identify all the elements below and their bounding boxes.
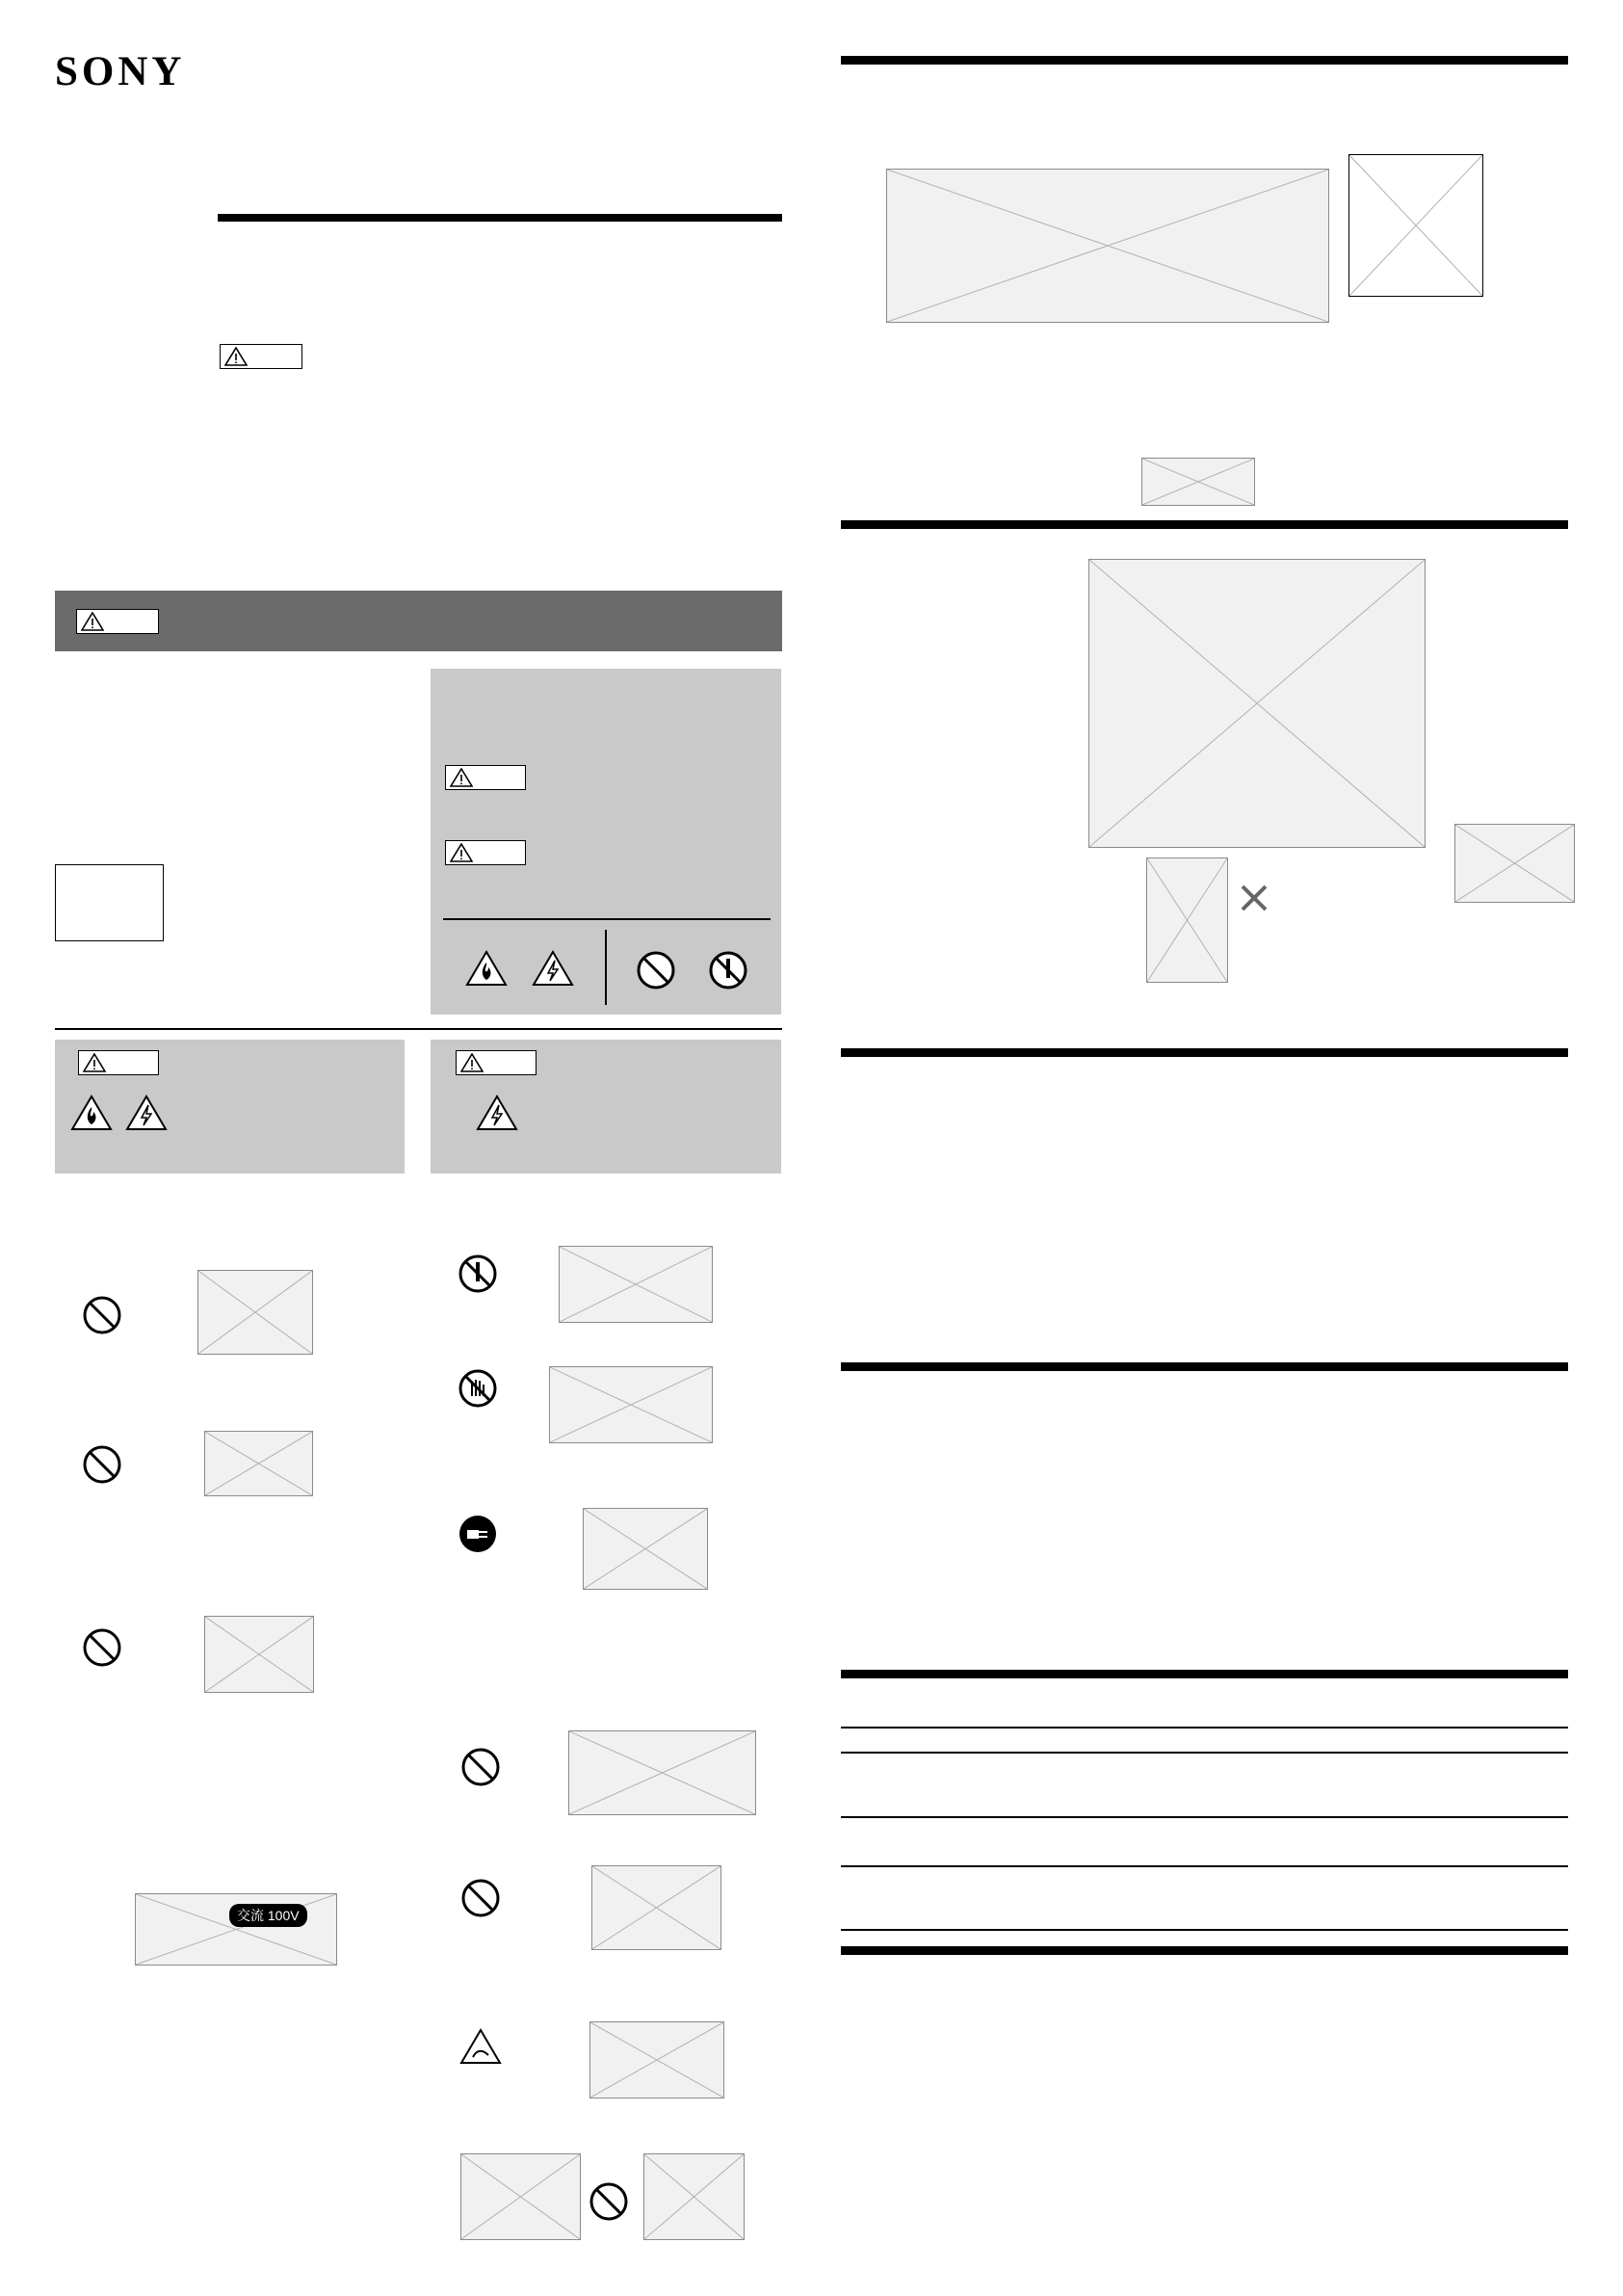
prohibited-icon	[637, 951, 675, 990]
warning-triangle-icon	[81, 612, 104, 631]
caution-label	[220, 344, 302, 369]
prohibited-icon	[461, 1879, 500, 1917]
table-rule	[841, 1865, 1568, 1867]
section-rule-2	[841, 520, 1568, 529]
caution-icon	[459, 2028, 502, 2065]
electric-shock-icon	[476, 1095, 518, 1131]
illustration-wet-hands-plug	[549, 1366, 713, 1443]
prohibited-icon	[83, 1296, 121, 1334]
table-rule	[841, 1816, 1568, 1818]
illustration-pinched-finger	[589, 2021, 724, 2098]
legend-caution-label	[445, 840, 526, 865]
ac-100v-label: 交流 100V	[229, 1904, 307, 1927]
section-rule-3	[841, 1048, 1568, 1057]
table-rule	[841, 1752, 1568, 1754]
prohibited-icon	[589, 2182, 628, 2221]
no-disassembly-icon	[709, 951, 747, 990]
warning-triangle-icon	[83, 1053, 106, 1072]
illustration-tv-damage	[460, 2153, 581, 2240]
sony-logo: SONY	[55, 49, 186, 94]
warning-header-band	[55, 591, 782, 651]
section-rule-5	[841, 1670, 1568, 1678]
illustration-child-camera	[197, 1270, 313, 1355]
table-rule	[841, 1727, 1568, 1729]
legend-warning-label	[445, 765, 526, 790]
illustration-devices-box	[1348, 154, 1483, 297]
prohibited-icon	[461, 1748, 500, 1786]
illustration-unplug	[583, 1508, 708, 1590]
warning-header-label	[76, 609, 159, 634]
illustration-camera-side	[1454, 824, 1575, 903]
wet-hand-prohibited-icon	[458, 1369, 497, 1408]
blank-box	[55, 864, 164, 941]
warning-triangle-icon	[450, 768, 473, 787]
warning-triangle-icon	[460, 1053, 484, 1072]
electric-shock-icon	[532, 950, 574, 987]
table-rule	[841, 1929, 1568, 1931]
prohibited-icon	[83, 1445, 121, 1484]
title-rule	[218, 214, 782, 222]
warning-triangle-icon	[450, 843, 473, 862]
illustration-disassembly-shock	[559, 1246, 713, 1323]
close-x-icon	[1239, 883, 1270, 913]
illustration-humid-place	[204, 1616, 314, 1693]
illustration-plug-polarity	[1141, 458, 1255, 506]
illustration-camera-parts	[1088, 559, 1426, 848]
warning-triangle-icon	[224, 347, 248, 366]
illustration-covered-adapter	[204, 1431, 313, 1496]
electric-shock-icon	[125, 1095, 168, 1131]
illustration-thrown-camera	[643, 2153, 745, 2240]
legend-vertical-divider	[605, 930, 607, 1005]
illustration-falling-camera	[568, 1730, 756, 1815]
unplug-icon	[458, 1515, 497, 1553]
section-rule-left	[55, 1028, 782, 1030]
prohibited-icon	[83, 1628, 121, 1667]
no-disassembly-icon	[458, 1254, 497, 1293]
fire-icon	[465, 950, 508, 987]
section-rule-1	[841, 56, 1568, 65]
section-rule-6	[841, 1946, 1568, 1955]
fire-icon	[70, 1095, 113, 1131]
caution-box-right-label	[456, 1050, 537, 1075]
warning-box-left-label	[78, 1050, 159, 1075]
illustration-connection-diagram	[886, 169, 1329, 323]
legend-divider	[443, 918, 771, 920]
illustration-child-shock	[591, 1865, 721, 1950]
illustration-wrong-grip	[1146, 858, 1228, 983]
section-rule-4	[841, 1362, 1568, 1371]
